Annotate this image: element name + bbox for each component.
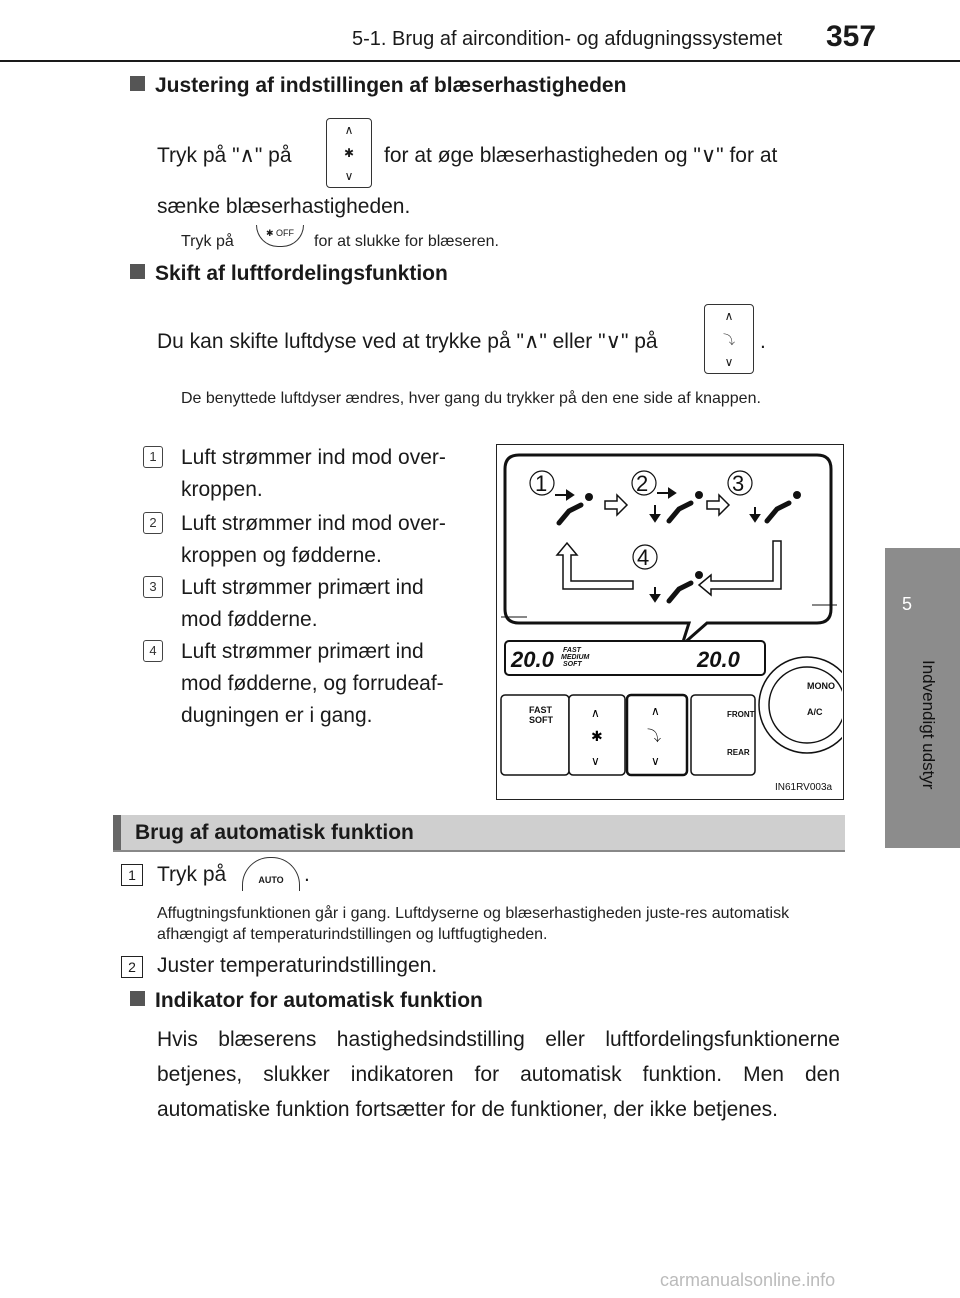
air-distribution-text-b: .: [760, 330, 766, 353]
bullet-icon: [130, 991, 145, 1006]
breadcrumb: 5-1. Brug af aircondition- og afdugningssystemet: [352, 28, 783, 50]
callout-2-label: 2: [636, 471, 649, 496]
chevron-down-icon: ∨: [591, 754, 600, 768]
section-heading-fan-speed: Justering af indstillingen af blæserhastigheden: [130, 74, 626, 98]
climate-panel-illustration: [497, 445, 842, 798]
callout-4-label: 4: [637, 545, 650, 570]
air-distribution-text-a: Du kan skifte luftdyse ved at trykke på "∧" eller "∨" på: [157, 330, 658, 353]
chevron-up-icon: ∧: [651, 704, 660, 718]
chevron-down-icon: ∨: [651, 754, 660, 768]
step2-text: Juster temperaturindstillingen.: [157, 954, 438, 977]
fan-icon: ✱: [591, 728, 603, 744]
bullet-icon: [130, 76, 145, 91]
step-number: 2: [121, 956, 143, 978]
fan-speed-text-b: for at øge blæserhastigheden og "∨" for at: [384, 144, 778, 167]
list-number: 1: [143, 446, 163, 468]
air-outlet-icon: ⤵: [722, 332, 735, 347]
fan-off-button: ✱ OFF: [256, 225, 304, 247]
air-distribution-note: De benyttede luftdyser ændres, hver gang du trykker på den ene side af knappen.: [181, 390, 761, 407]
airflow-mode-list: [143, 442, 478, 736]
list-item: 2 Luft strømmer ind mod over- kroppen og fødderne.: [143, 508, 478, 572]
soft-button-label: SOFT: [529, 715, 553, 725]
section-banner: Brug af automatisk funktion: [113, 815, 845, 851]
page-number: 357: [826, 20, 877, 53]
temp-right-readout: 20.0: [697, 647, 740, 672]
fan-speed-text-c: sænke blæserhastigheden.: [157, 195, 411, 218]
list-item: 1 Luft strømmer ind mod over- kroppen.: [143, 442, 478, 508]
fan-off-note-b: for at slukke for blæseren.: [314, 233, 499, 250]
figure-code: IN61RV003a: [775, 782, 833, 793]
callout-3-label: 3: [732, 471, 745, 496]
chevron-down-icon: ∨: [724, 355, 734, 369]
step1-text-a: Tryk på: [157, 863, 227, 886]
fan-speed-button: [326, 118, 372, 188]
step-number: 1: [121, 864, 143, 886]
air-outlet-icon: ⤵: [647, 728, 661, 744]
fan-icon: ✱: [343, 146, 355, 160]
section-heading-air-distribution: Skift af luftfordelingsfunktion: [130, 262, 448, 286]
air-outlet-button: [704, 304, 754, 374]
bullet-icon: [130, 264, 145, 279]
list-item: 3 Luft strømmer primært ind mod fødderne.: [143, 572, 478, 636]
dial-inner: [769, 667, 842, 743]
fan-speed-text-a: Tryk på "∧" på: [157, 144, 292, 167]
fast-label: FAST: [563, 647, 581, 654]
rear-label: REAR: [727, 748, 750, 757]
medium-label: MEDIUM: [561, 654, 590, 661]
fan-off-note-a: Tryk på: [181, 233, 234, 250]
climate-panel-figure: [496, 444, 844, 800]
chevron-up-icon: ∧: [724, 309, 734, 323]
chapter-number: 5: [901, 594, 912, 614]
soft-label: SOFT: [563, 661, 582, 668]
auto-indicator-paragraph: Hvis blæserens hastighedsindstilling eller luftfordelingsfunktionerne betjenes, slukker indikatoren for automatisk funktion. Men den automatiske funktion fortsætter for de funktioner, der ikke betjenes.: [157, 1028, 840, 1121]
banner-rule: [113, 850, 845, 852]
list-number: 2: [143, 512, 163, 534]
watermark: carmanualsonline.info: [660, 1270, 836, 1290]
chevron-down-icon: ∨: [344, 169, 354, 183]
header-rule: [0, 60, 960, 62]
front-label: FRONT: [727, 710, 755, 719]
callout-1-label: 1: [535, 471, 548, 496]
chevron-up-icon: ∧: [344, 123, 354, 137]
fast-button-label: FAST: [529, 705, 553, 715]
mono-label: MONO: [807, 681, 835, 691]
section-heading-auto-indicator: Indikator for automatisk funktion: [130, 989, 483, 1013]
list-number: 4: [143, 640, 163, 662]
auto-button: AUTO: [242, 857, 300, 891]
list-item: 4 Luft strømmer primært ind mod fødderne, og forrudeaf- dugningen er i gang.: [143, 636, 478, 736]
ac-label: A/C: [807, 707, 823, 717]
chapter-label: Indvendigt udstyr: [919, 660, 938, 790]
defroster-buttons: [691, 695, 755, 775]
temp-left-readout: 20.0: [511, 647, 554, 672]
step1-note: Affugtningsfunktionen går i gang. Luftdyserne og blæserhastigheden juste-res automatisk afhængigt af temperaturindstillingen og luftfugtigheden.: [157, 905, 790, 943]
step1-text-b: .: [304, 863, 310, 886]
list-number: 3: [143, 576, 163, 598]
chevron-up-icon: ∧: [591, 706, 600, 720]
